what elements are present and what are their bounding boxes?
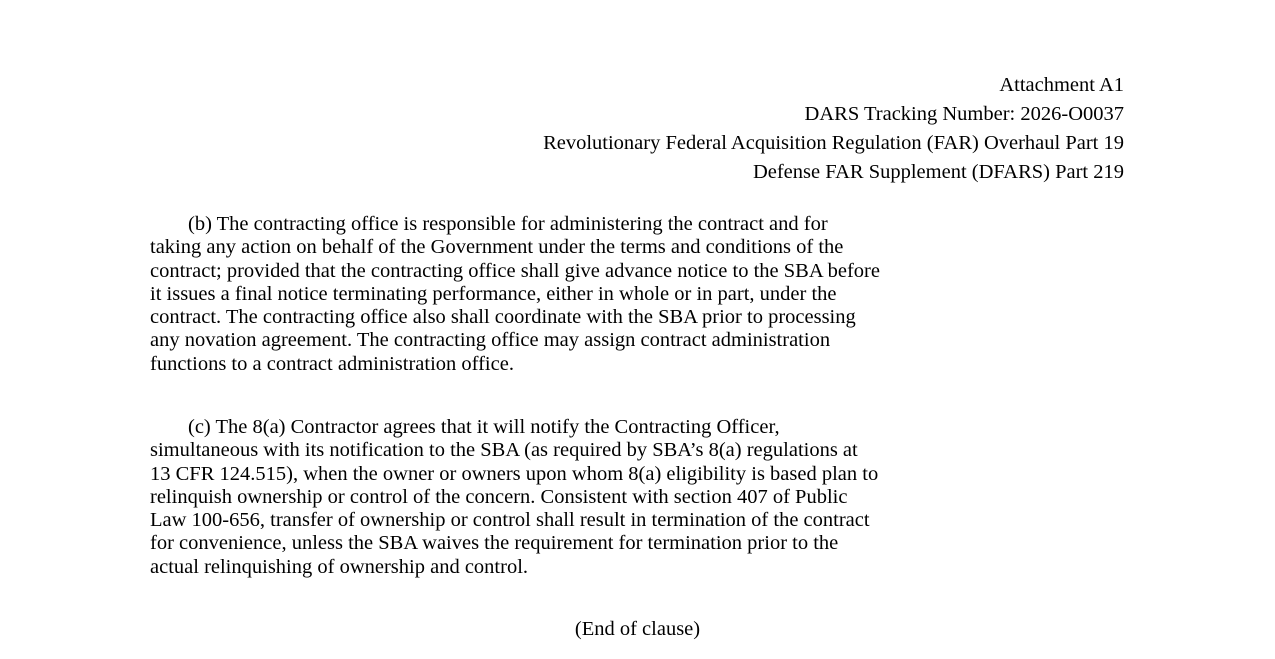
paragraph-line: for convenience, unless the SBA waives the requirement for termination prior to the	[150, 532, 839, 555]
far-overhaul-part: Revolutionary Federal Acquisition Regulation (FAR) Overhaul Part 19	[543, 132, 1124, 154]
dars-tracking-number: DARS Tracking Number: 2026-O0037	[804, 103, 1124, 125]
end-of-clause: (End of clause)	[574, 618, 701, 640]
paragraph-line: actual relinquishing of ownership and control.	[150, 555, 529, 578]
paragraph-line: simultaneous with its notification to the SBA (as required by SBA’s 8(a) regulations at	[150, 439, 858, 462]
paragraph-line: (b) The contracting office is responsible for administering the contract and for	[188, 213, 828, 235]
paragraph-line: it issues a final notice terminating performance, either in whole or in part, under the	[150, 282, 837, 305]
paragraph-line: relinquish ownership or control of the concern. Consistent with section 407 of Public	[150, 485, 848, 508]
attachment-label: Attachment A1	[999, 74, 1124, 96]
paragraph-line: contract. The contracting office also shall coordinate with the SBA prior to processing	[150, 306, 856, 329]
paragraph-line: contract; provided that the contracting office shall give advance notice to the SBA before	[150, 259, 880, 282]
paragraph-line: taking any action on behalf of the Government under the terms and conditions of the	[150, 236, 844, 259]
paragraph-line: functions to a contract administration office.	[150, 352, 514, 375]
paragraph-line: any novation agreement. The contracting office may assign contract administration	[150, 329, 831, 352]
paragraph-line: 13 CFR 124.515), when the owner or owners upon whom 8(a) eligibility is based plan to	[150, 462, 879, 485]
paragraph-b	[150, 213, 1130, 376]
document-header	[0, 71, 1124, 187]
paragraph-line: (c) The 8(a) Contractor agrees that it will notify the Contracting Officer,	[188, 416, 780, 438]
paragraph-c	[150, 416, 1130, 579]
paragraph-line: Law 100-656, transfer of ownership or control shall result in termination of the contract	[150, 509, 870, 532]
dfars-part: Defense FAR Supplement (DFARS) Part 219	[752, 161, 1124, 183]
